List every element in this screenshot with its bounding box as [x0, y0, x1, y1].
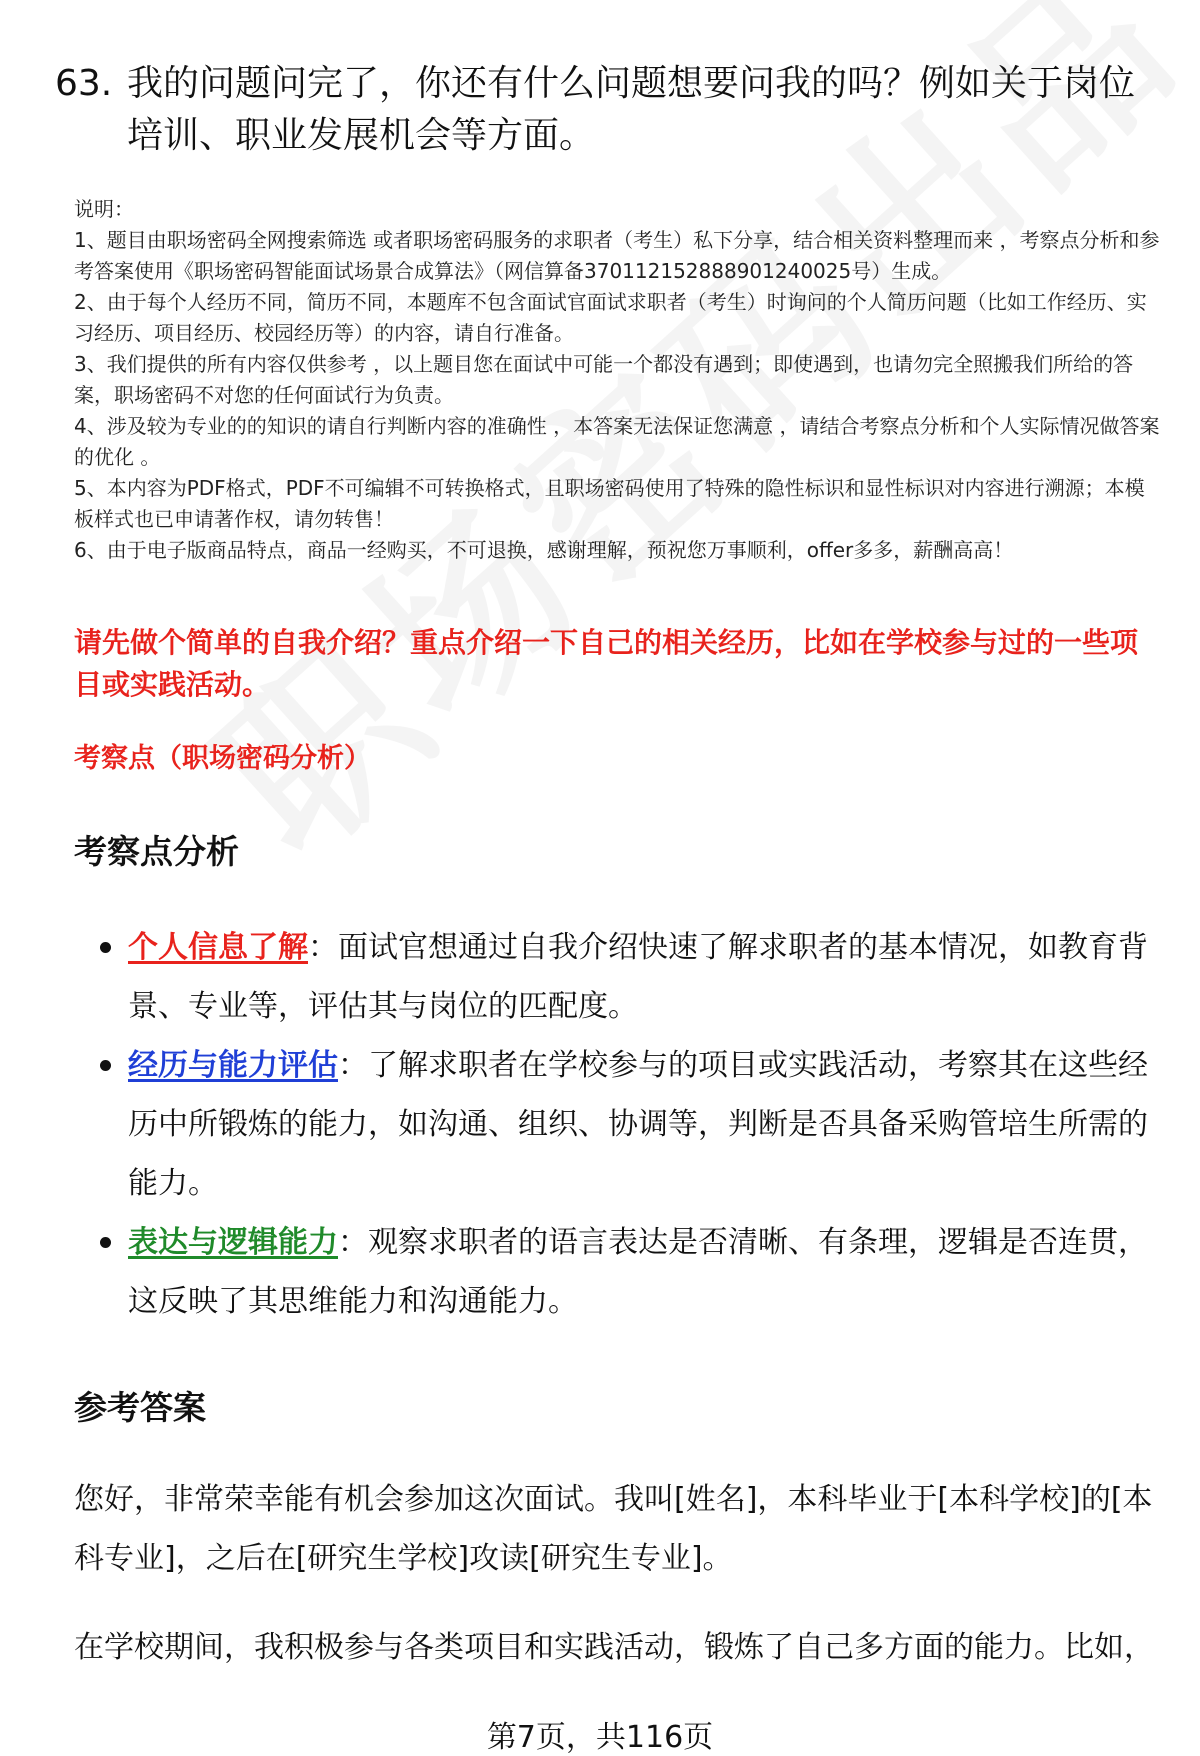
question-text: 我的问题问完了，你还有什么问题想要问我的吗？例如关于岗位培训、职业发展机会等方面。 [127, 63, 1136, 156]
question-title [55, 58, 1155, 162]
note-item: 6、由于电子版商品特点，商品一经购买，不可退换，感谢理解，预祝您万事顺利，offer多多，薪酬高高！ [74, 538, 1014, 562]
note-item: 1、题目由职场密码全网搜索筛选 或者职场密码服务的求职者（考生）私下分享，结合相关资料整理而来 ，考察点分析和参考答案使用《职场密码智能面试场景合成算法》（网信算备370112152888901240025号）生成。 [74, 228, 1160, 283]
page-indicator: 第7页，共116页 [486, 1720, 714, 1755]
bullet-dot-icon [100, 942, 111, 953]
reference-heading: 参考答案 [74, 1388, 206, 1427]
note-item: 5、本内容为PDF格式，PDF不可编辑不可转换格式，且职场密码使用了特殊的隐性标识和显性标识对内容进行溯源；本模板样式也已申请著作权，请勿转售！ [74, 476, 1145, 531]
bullet-term: 个人信息了解 [128, 930, 308, 965]
analysis-list [74, 918, 1154, 1331]
list-item [74, 1213, 1154, 1331]
note-item: 3、我们提供的所有内容仅供参考 ，以上题目您在面试中可能一个都没有遇到；即使遇到，也请勿完全照搬我们所给的答案，职场密码不对您的任何面试行为负责。 [74, 352, 1134, 407]
question-number: 63. [55, 63, 113, 104]
bullet-dot-icon [100, 1060, 111, 1071]
bullet-dot-icon [100, 1237, 111, 1248]
note-item: 2、由于每个人经历不同，简历不同，本题库不包含面试官面试求职者（考生）时询问的个人简历问题（比如工作经历、实习经历、项目经历、校园经历等）的内容，请自行准备。 [74, 290, 1147, 345]
list-item [74, 918, 1154, 1036]
bullet-term: 表达与逻辑能力 [128, 1225, 338, 1260]
highlight-question: 请先做个简单的自我介绍？重点介绍一下自己的相关经历，比如在学校参与过的一些项目或实践活动。 [74, 626, 1139, 701]
bullet-term: 经历与能力评估 [128, 1048, 338, 1083]
disclaimer-notes [74, 194, 1164, 566]
bullet-separator: ： [338, 1225, 368, 1260]
bullet-text: 观察求职者的语言表达是否清晰、有条理，逻辑是否连贯，这反映了其思维能力和沟通能力。 [128, 1225, 1148, 1319]
bullet-separator: ： [308, 930, 338, 965]
list-item [74, 1036, 1154, 1213]
bullet-text: 了解求职者在学校参与的项目或实践活动，考察其在这些经历中所锻炼的能力，如沟通、组织、协调等，判断是否具备采购管培生所需的能力。 [128, 1048, 1148, 1201]
answer-paragraph: 您好，非常荣幸能有机会参加这次面试。我叫[姓名]，本科毕业于[本科学校]的[本科专业]，之后在[研究生学校]攻读[研究生专业]。 [74, 1482, 1153, 1576]
analysis-heading: 考察点分析 [74, 832, 239, 871]
notes-heading: 说明： [74, 197, 134, 221]
bullet-separator: ： [338, 1048, 368, 1083]
answer-paragraph: 在学校期间，我积极参与各类项目和实践活动，锻炼了自己多方面的能力。比如， [74, 1630, 1154, 1665]
assessment-point-label: 考察点（职场密码分析） [74, 743, 371, 774]
note-item: 4、涉及较为专业的的知识的请自行判断内容的准确性 ，本答案无法保证您满意 ，请结合考察点分析和个人实际情况做答案的优化 。 [74, 414, 1160, 469]
bullet-text: 面试官想通过自我介绍快速了解求职者的基本情况，如教育背景、专业等，评估其与岗位的匹配度。 [128, 930, 1148, 1024]
